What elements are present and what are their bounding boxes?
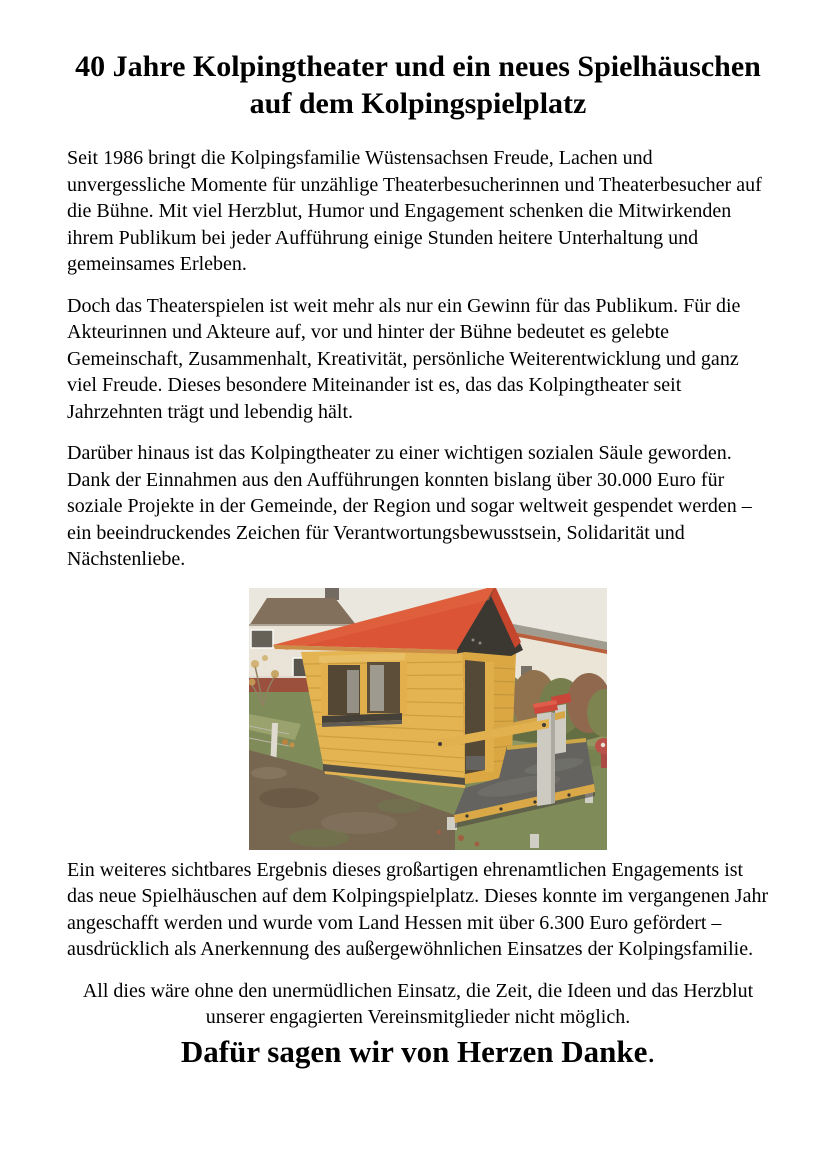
paragraph-playhouse: Ein weiteres sichtbares Ergebnis dieses großartigen ehrenamtlichen Engagements ist das neue Spielhäuschen auf dem Kolpingspielplatz. Dieses konnte im vergangenen Jahr angeschafft werden und wurde vom Land Hessen mit über 6.300 Euro gefördert – ausdrücklich als Anerkennung des außergewöhnlichen Einsatzes der Kolpingsfamilie. [67,858,769,960]
paragraph-donations: Darüber hinaus ist das Kolpingtheater zu einer wichtigen sozialen Säule geworden. Dank der Einnahmen aus den Aufführungen konnten bislang über 30.000 Euro für soziale Projekte in der Gemeinde, der Region und sogar weltweit gespendet werden – ein beeindruckendes Zeichen für Verantwortungsbewusstsein, Solidarität und Nächstenliebe. [67,442,752,570]
thanks-bold-text: Dafür sagen wir von Herzen Danke [180,1033,648,1069]
paragraph-history: Seit 1986 bringt die Kolpingsfamilie Wüstensachsen Freude, Lachen und unvergessliche Momente für unzählige Theaterbesucherinnen und Theaterbesucher auf die Bühne. Mit viel Herzblut, Humor und Engagement schenken die Mitwirkenden ihrem Publikum bei jeder Aufführung einige Stunden heitere Unterhaltung und gemeinsames Erleben. [67,147,762,275]
thanks-period: . [647,1033,656,1069]
paragraph-closing: All dies wäre ohne den unermüdlichen Einsatz, die Zeit, die Ideen und das Herzblut unserer engagierten Vereinsmitglieder nicht möglich. [82,979,754,1028]
photo-wash [249,588,607,850]
paragraph-community: Doch das Theaterspielen ist weit mehr als nur ein Gewinn für das Publikum. Für die Akteurinnen und Akteure auf, vor und hinter der Bühne bedeutet es gelebte Gemeinschaft, Zusammenhalt, Kreativität, persönliche Weiterentwicklung und ganz viel Freude. Dieses besondere Miteinander ist es, das das Kolpingtheater seit Jahrzehnten trägt und lebendig hält. [67,294,741,423]
thanks-line [67,1033,769,1071]
playhouse-photo [249,588,607,850]
page-title: 40 Jahre Kolpingtheater und ein neues Spielhäuschen auf dem Kolpingspielplatz [75,50,761,120]
playhouse-photo-illustration [249,588,607,850]
